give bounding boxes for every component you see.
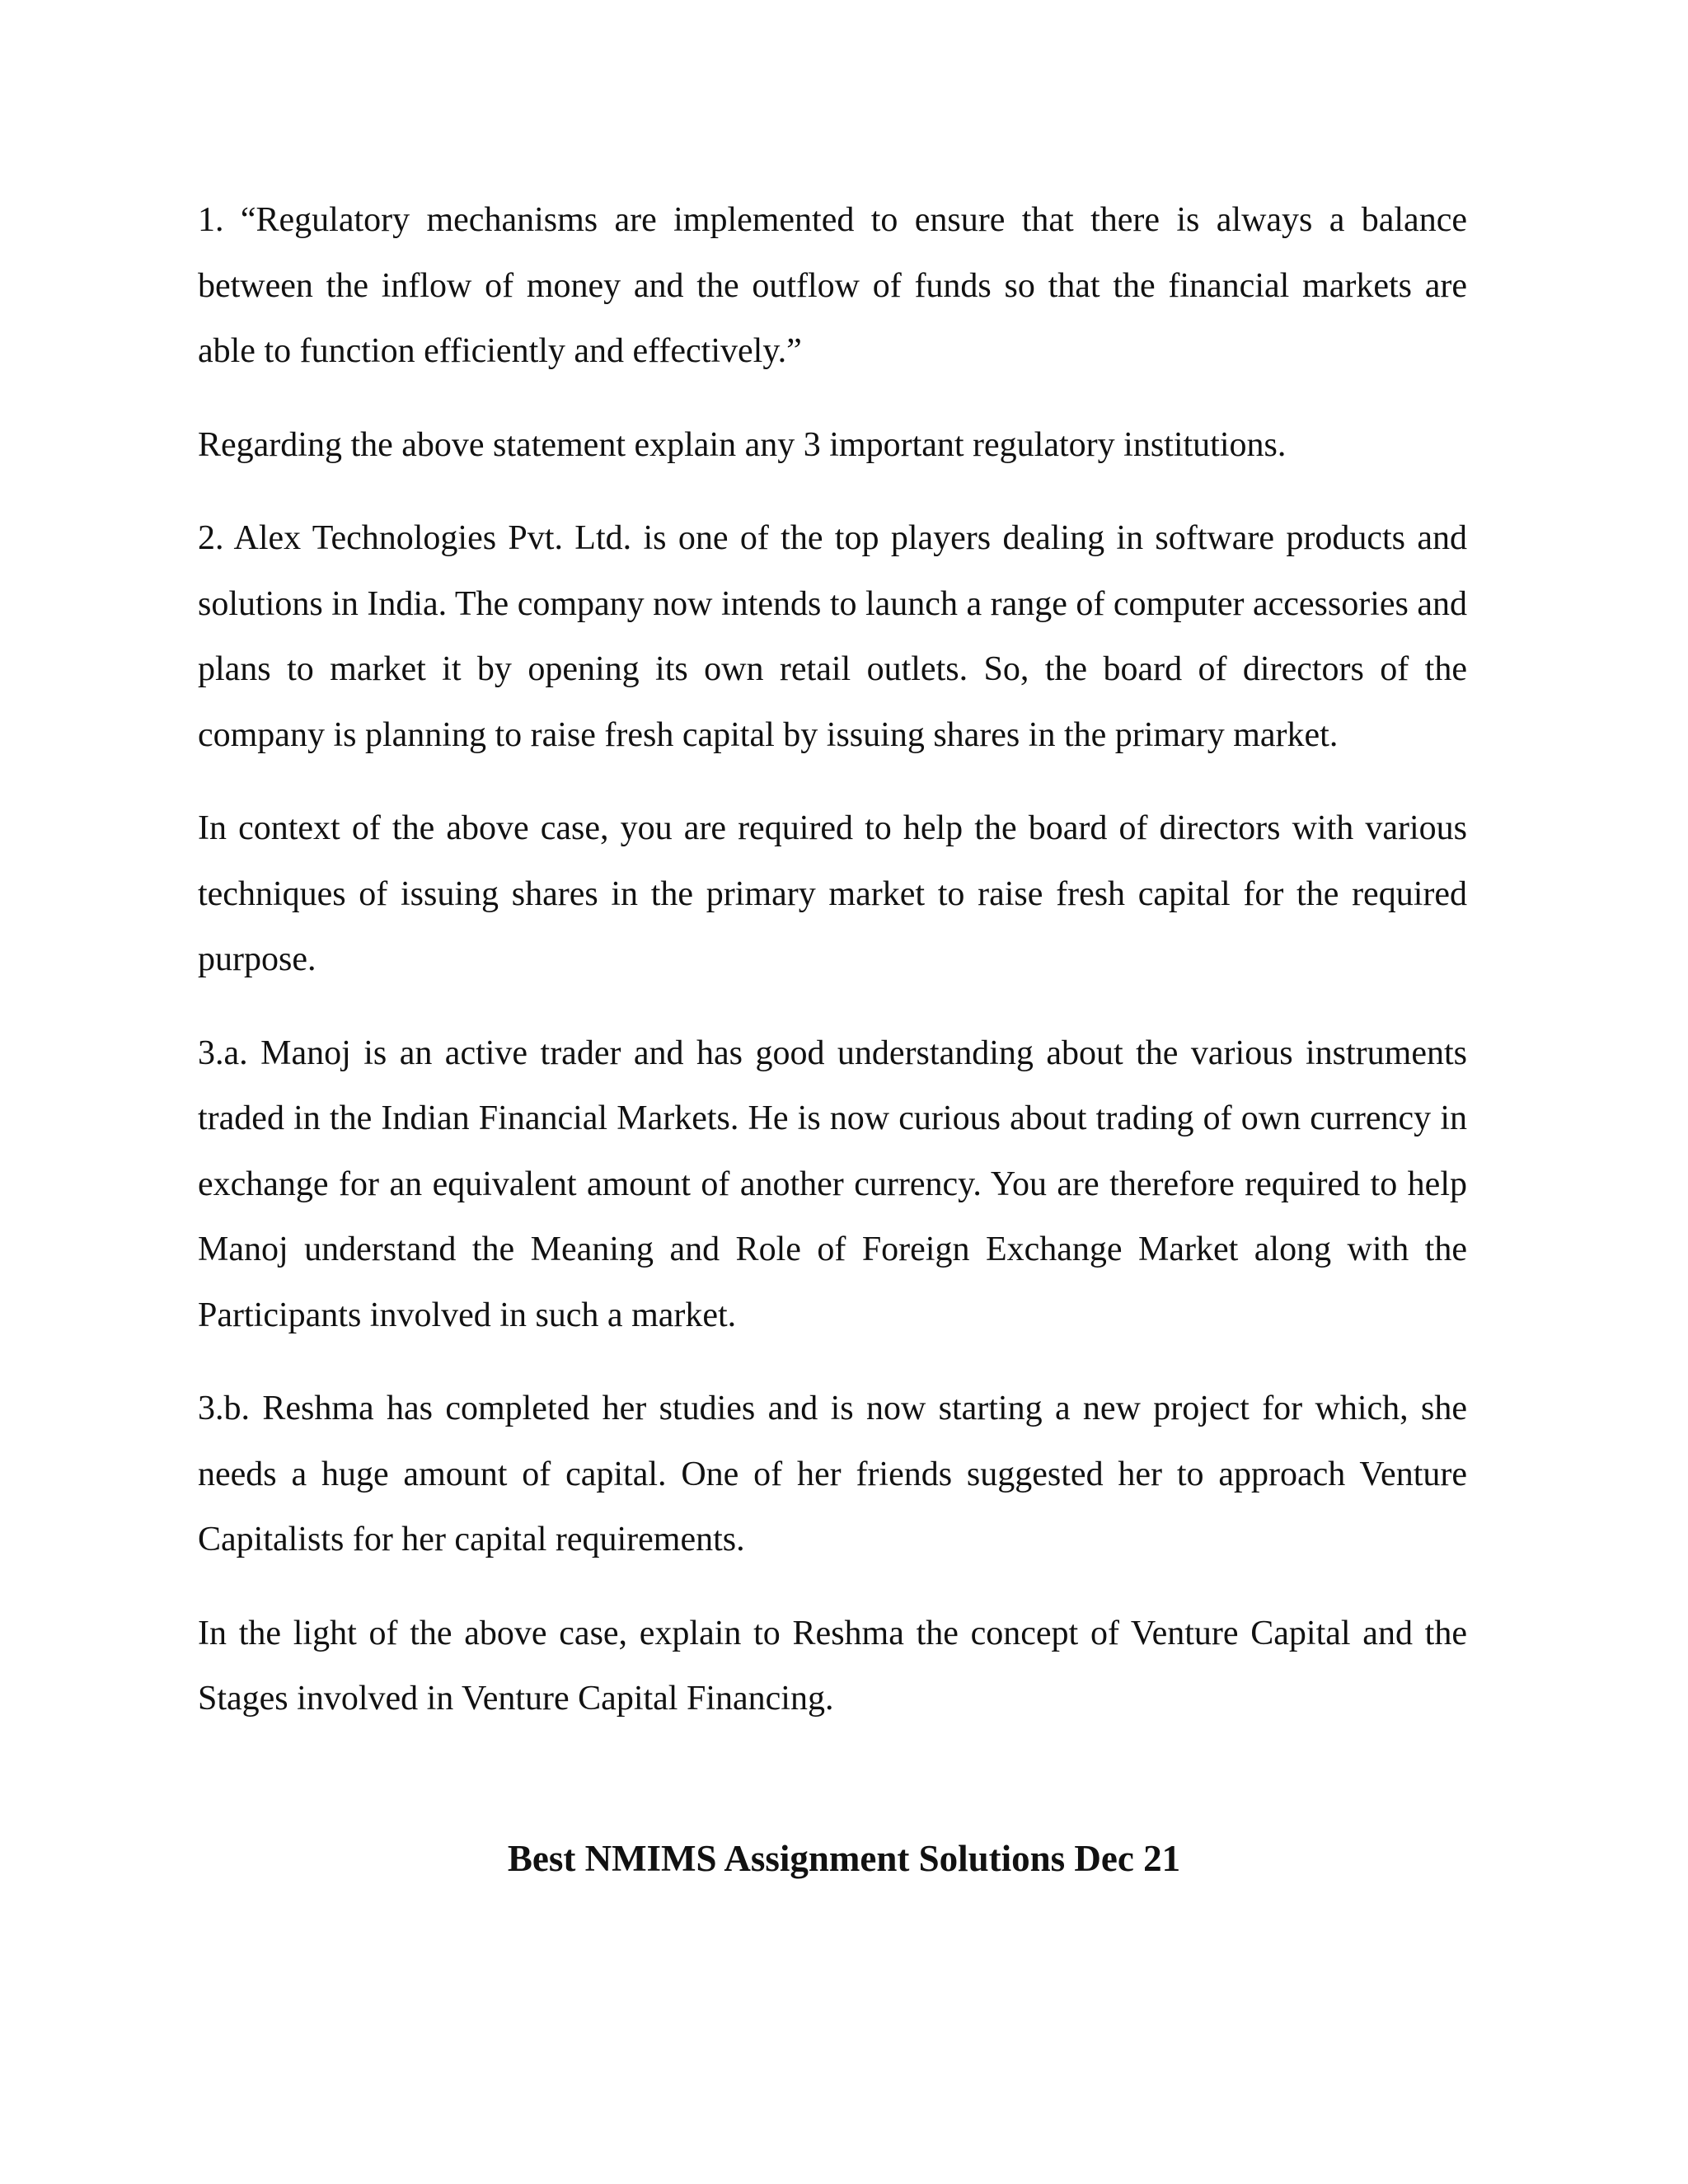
question-1-statement: 1. “Regulatory mechanisms are implemented to ensure that there is always a balance between the inflow of money and the outflow of funds so that the financial markets are able to function efficiently and effectively.” [198, 201, 1467, 370]
question-3b-case: 3.b. Reshma has completed her studies and is now starting a new project for which, she needs a huge amount of capital. One of her friends suggested her to approach Venture Capitalists for her capital requirements. [198, 1390, 1467, 1558]
footer-title: Best NMIMS Assignment Solutions Dec 21 [507, 1838, 1181, 1879]
document-body [198, 188, 1467, 1760]
question-2-prompt: In context of the above case, you are required to help the board of directors with various techniques of issuing shares in the primary market to raise fresh capital for the required purpose. [198, 809, 1467, 978]
question-1-prompt: Regarding the above statement explain any 3 important regulatory institutions. [198, 425, 1287, 464]
question-3b-prompt: In the light of the above case, explain to Reshma the concept of Venture Capital and the Stages involved in Venture Capital Financing. [198, 1614, 1467, 1718]
question-3a: 3.a. Manoj is an active trader and has good understanding about the various instruments traded in the Indian Financial Markets. He is now curious about trading of own currency in exchange for an equivalent amount of another currency. You are therefore required to help Manoj understand the Meaning and Role of Foreign Exchange Market along with the Participants involved in such a market. [198, 1033, 1467, 1334]
question-2-case: 2. Alex Technologies Pvt. Ltd. is one of the top players dealing in software products and solutions in India. The company now intends to launch a range of computer accessories and plans to market it by opening its own retail outlets. So, the board of directors of the company is planning to raise fresh capital by issuing shares in the primary market. [198, 519, 1467, 754]
